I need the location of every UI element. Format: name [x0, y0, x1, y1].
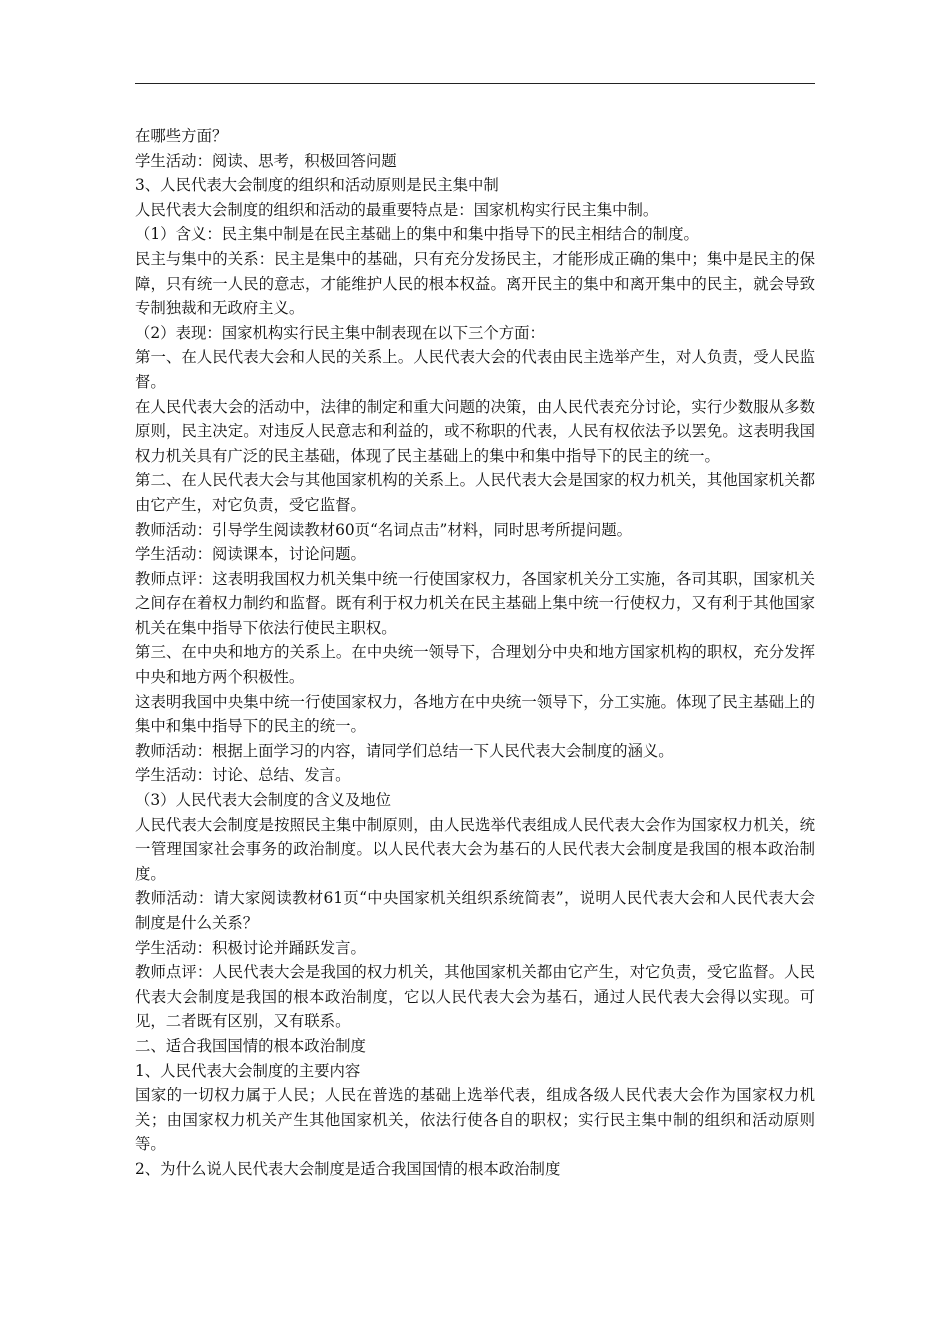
paragraph: 民主与集中的关系：民主是集中的基础，只有充分发扬民主，才能形成正确的集中；集中是民主的保障，只有统一人民的意志，才能维护人民的根本权益。离开民主的集中和离开集中的民主，就会导致专制独裁和无政府主义。: [135, 249, 815, 318]
paragraph: 学生活动：阅读、思考，积极回答问题: [135, 151, 397, 170]
paragraph: 第二、在人民代表大会与其他国家机构的关系上。人民代表大会是国家的权力机关，其他国家机关都由它产生，对它负责，受它监督。: [135, 471, 815, 514]
paragraph: 在人民代表大会的活动中，法律的制定和重大问题的决策，由人民代表充分讨论，实行少数服从多数原则，民主决定。对违反人民意志和利益的，或不称职的代表，人民有权依法予以罢免。这表明我国权力机关具有广泛的民主基础，体现了民主基础上的集中和集中指导下的民主的统一。: [135, 397, 815, 465]
paragraph: 第一、在人民代表大会和人民的关系上。人民代表大会的代表由民主选举产生，对人负责，受人民监督。: [135, 348, 815, 391]
paragraph: 第三、在中央和地方的关系上。在中央统一领导下，合理划分中央和地方国家机构的职权，充分发挥中央和地方两个积极性。: [135, 643, 815, 687]
paragraph: 在哪些方面？: [135, 127, 228, 145]
paragraph: 学生活动：阅读课本，讨论问题。: [135, 545, 366, 564]
paragraph: 学生活动：积极讨论并踊跃发言。: [135, 938, 366, 957]
paragraph: 教师活动：根据上面学习的内容，请同学们总结一下人民代表大会制度的涵义。: [135, 741, 674, 760]
header-rule: [135, 83, 815, 84]
paragraph: 人民代表大会制度的组织和活动的最重要特点是：国家机构实行民主集中制。: [135, 200, 659, 219]
paragraph: 教师活动：引导学生阅读教材60页“名词点击”材料，同时思考所提问题。: [135, 520, 633, 539]
paragraph: 人民代表大会制度是按照民主集中制原则，由人民选举代表组成人民代表大会作为国家权力机关，统一管理国家社会事务的政治制度。以人民代表大会为基石的人民代表大会制度是我国的根本政治制度。: [135, 815, 815, 883]
paragraph: 这表明我国中央集中统一行使国家权力，各地方在中央统一领导下，分工实施。体现了民主基础上的集中和集中指导下的民主的统一。: [135, 692, 815, 736]
heading: 二、适合我国国情的根本政治制度: [135, 1036, 366, 1055]
heading: 2、为什么说人民代表大会制度是适合我国国情的根本政治制度: [135, 1159, 561, 1178]
paragraph: （1）含义：民主集中制是在民主基础上的集中和集中指导下的民主相结合的制度。: [135, 225, 699, 244]
paragraph: （2）表现：国家机构实行民主集中制表现在以下三个方面：: [135, 323, 545, 342]
paragraph: 教师活动：请大家阅读教材61页“中央国家机关组织系统简表”，说明人民代表大会和人民代表大会制度是什么关系？: [135, 889, 815, 932]
paragraph: 学生活动：讨论、总结、发言。: [135, 766, 351, 785]
document-body: [135, 124, 815, 1182]
paragraph: （3）人民代表大会制度的含义及地位: [135, 791, 392, 810]
heading: 1、人民代表大会制度的主要内容: [135, 1061, 361, 1080]
heading: 3、人民代表大会制度的组织和活动原则是民主集中制: [135, 176, 499, 195]
paragraph: 国家的一切权力属于人民；人民在普选的基础上选举代表，组成各级人民代表大会作为国家权力机关；由国家权力机关产生其他国家机关，依法行使各自的职权；实行民主集中制的组织和活动原则等。: [135, 1086, 815, 1154]
paragraph: 教师点评：人民代表大会是我国的权力机关，其他国家机关都由它产生，对它负责，受它监督。人民代表大会制度是我国的根本政治制度，它以人民代表大会为基石，通过人民代表大会得以实现。可见，二者既有区别，又有联系。: [135, 963, 815, 1031]
paragraph: 教师点评：这表明我国权力机关集中统一行使国家权力，各国家机关分工实施，各司其职，国家机关之间存在着权力制约和监督。既有利于权力机关在民主基础上集中统一行使权力，又有利于其他国家机关在集中指导下依法行使民主职权。: [135, 569, 815, 637]
